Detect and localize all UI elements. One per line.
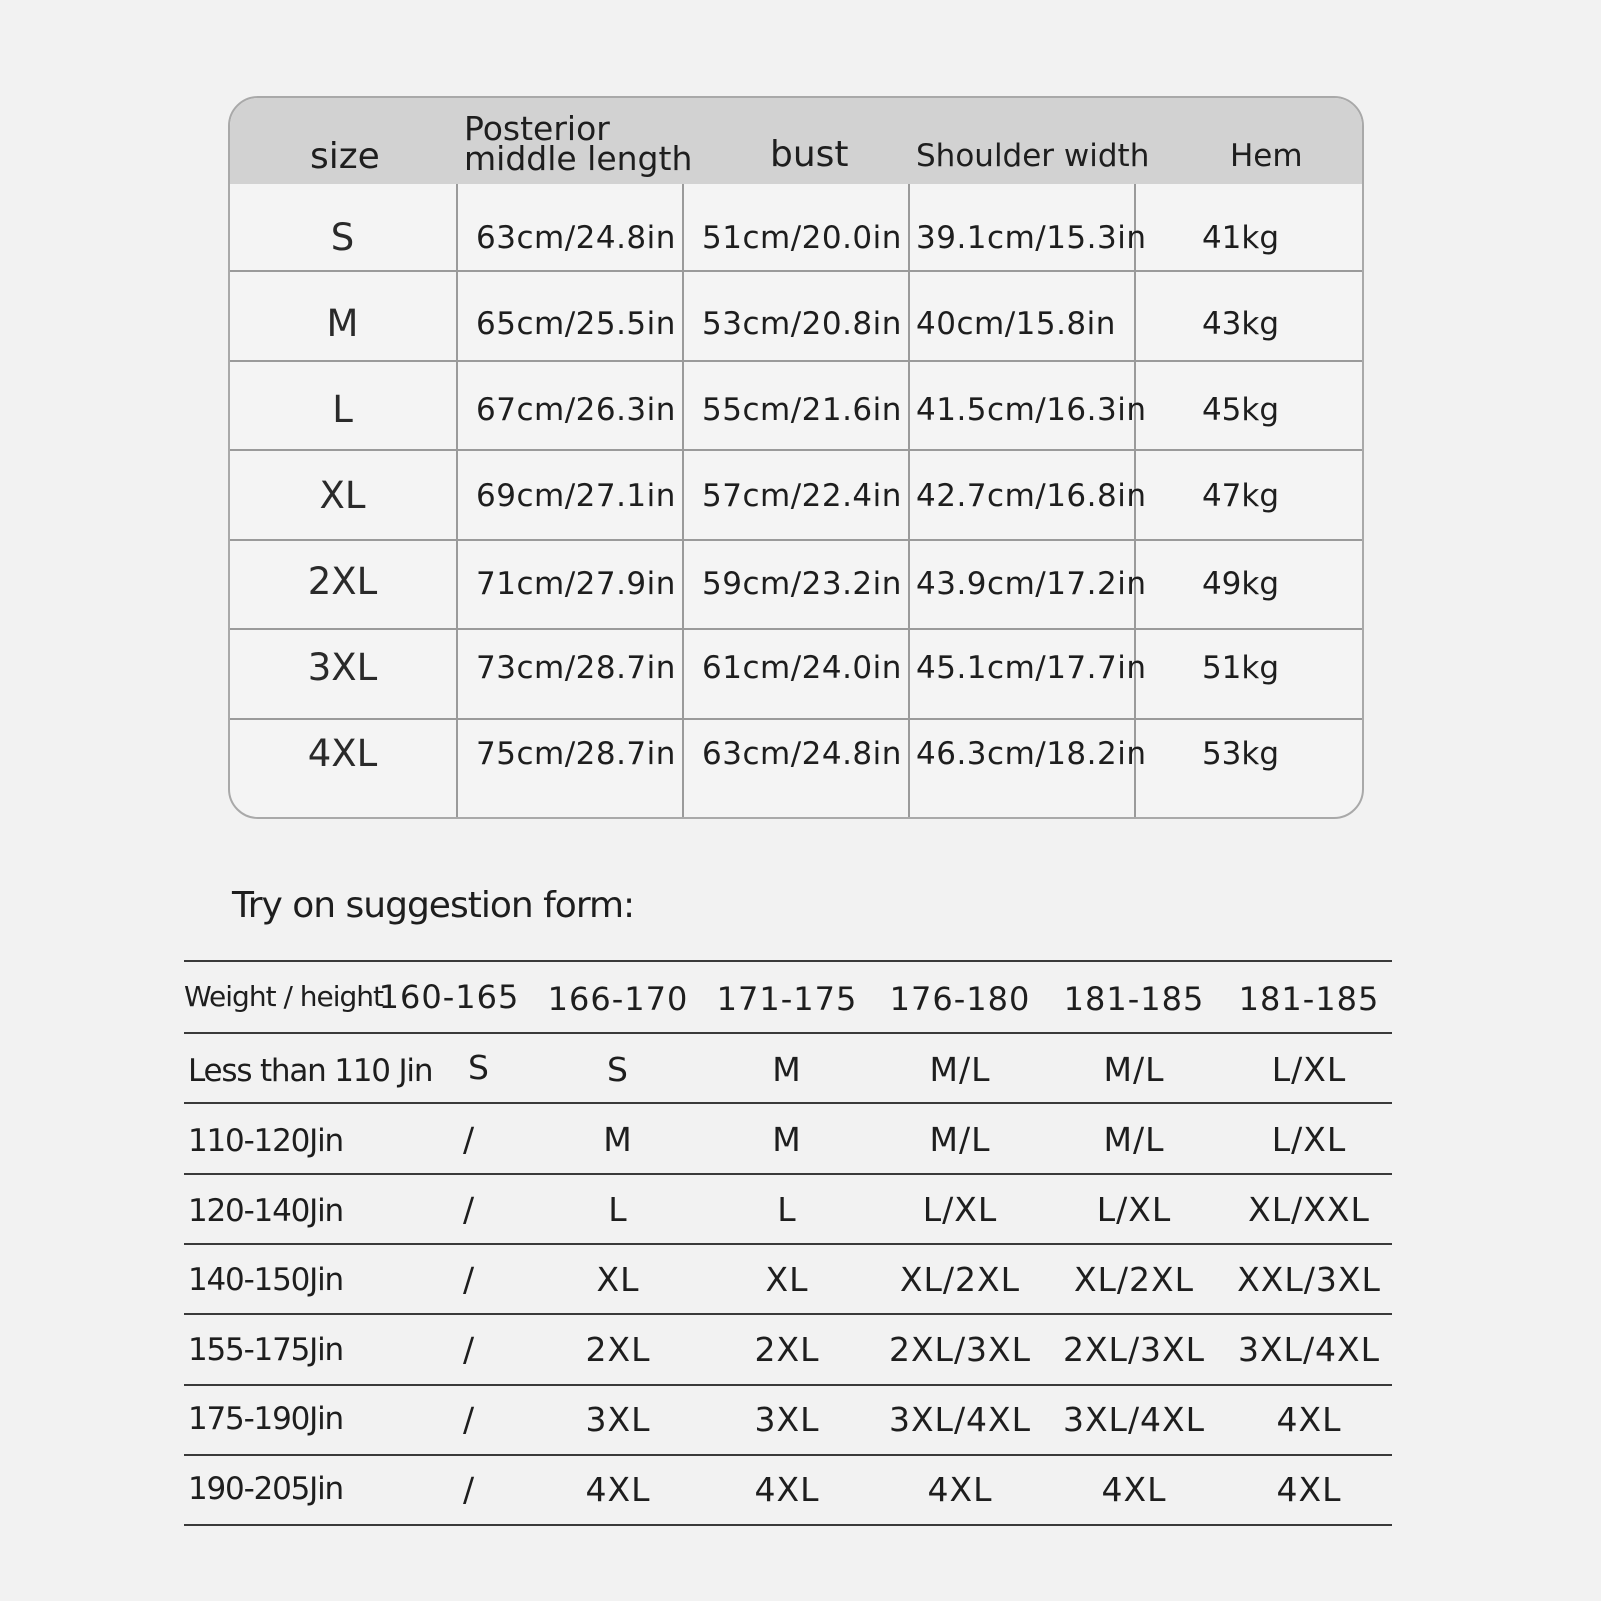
bust-cell: 63cm/24.8in (702, 736, 902, 772)
suggestion-cell: 2XL/3XL (888, 1330, 1032, 1369)
suggestion-cell: 2XL (585, 1330, 651, 1369)
weight-label: 175-190Jin (188, 1401, 343, 1437)
suggestion-cell: L/XL (922, 1190, 998, 1229)
grid-hline (230, 449, 1362, 451)
header-hem: Hem (1230, 138, 1303, 174)
bust-cell: 51cm/20.0in (702, 220, 902, 256)
suggestion-cell: 2XL (754, 1330, 820, 1369)
suggestion-cell: L (608, 1190, 628, 1229)
grid-hline (230, 270, 1362, 272)
suggestion-cell: L/XL (1271, 1120, 1347, 1159)
shoulder-cell: 45.1cm/17.7in (916, 650, 1147, 686)
suggestion-cell: 3XL (585, 1400, 651, 1439)
suggestion-cell: S (468, 1048, 490, 1087)
shoulder-cell: 43.9cm/17.2in (916, 566, 1147, 602)
weight-label: 140-150Jin (188, 1262, 343, 1298)
table-rule (184, 1313, 1392, 1315)
size-cell: 3XL (307, 646, 378, 689)
header-posterior-middle-length (464, 109, 693, 178)
weight-label: Less than 110 Jin (188, 1053, 433, 1089)
suggestion-cell: / (462, 1260, 476, 1299)
suggestion-cell: L/XL (1096, 1190, 1172, 1229)
suggestion-cell: 3XL/4XL (1237, 1330, 1381, 1369)
suggestion-cell: XL/XXL (1248, 1190, 1370, 1229)
weight-height-label: Weight / height (184, 980, 384, 1013)
length-cell: 67cm/26.3in (476, 392, 676, 428)
table-rule (184, 1102, 1392, 1104)
suggestion-cell: XXL/3XL (1237, 1260, 1381, 1299)
suggestion-cell: XL (596, 1260, 640, 1299)
suggestion-cell: M/L (929, 1050, 991, 1089)
table-rule (184, 1454, 1392, 1456)
suggestion-cell: M/L (1103, 1120, 1165, 1159)
height-header: 181-185 (1063, 980, 1205, 1018)
length-cell: 63cm/24.8in (476, 220, 676, 256)
shoulder-cell: 42.7cm/16.8in (916, 478, 1147, 514)
suggestion-cell: / (462, 1190, 476, 1229)
grid-hline (230, 628, 1362, 630)
size-cell: 2XL (307, 560, 378, 603)
weight-label: 110-120Jin (188, 1123, 343, 1159)
size-cell: L (332, 388, 353, 431)
bust-cell: 55cm/21.6in (702, 392, 902, 428)
suggestion-cell: S (607, 1050, 629, 1089)
length-cell: 65cm/25.5in (476, 306, 676, 342)
hem-cell: 49kg (1201, 566, 1280, 602)
height-header: 160-165 (378, 978, 520, 1016)
grid-hline (230, 718, 1362, 720)
suggestion-cell: 4XL (1276, 1470, 1342, 1509)
hem-cell: 41kg (1201, 220, 1280, 256)
suggestion-cell: XL/2XL (1073, 1260, 1195, 1299)
weight-label: 120-140Jin (188, 1193, 343, 1229)
grid-vline (682, 184, 684, 817)
hem-cell: 51kg (1201, 650, 1280, 686)
height-header: 181-185 (1238, 980, 1380, 1018)
suggestion-cell: M (772, 1120, 802, 1159)
weight-label: 190-205Jin (188, 1471, 343, 1507)
hem-cell: 47kg (1201, 478, 1280, 514)
table-rule (184, 1173, 1392, 1175)
bust-cell: 57cm/22.4in (702, 478, 902, 514)
header-length-line2: middle length (464, 139, 693, 178)
height-header: 176-180 (889, 980, 1031, 1018)
hem-cell: 45kg (1201, 392, 1280, 428)
shoulder-cell: 46.3cm/18.2in (916, 736, 1147, 772)
suggestion-cell: / (462, 1330, 476, 1369)
length-cell: 69cm/27.1in (476, 478, 676, 514)
table-rule (184, 1243, 1392, 1245)
size-cell: M (326, 302, 359, 345)
suggestion-cell: 4XL (927, 1470, 993, 1509)
bust-cell: 53cm/20.8in (702, 306, 902, 342)
size-chart-table (228, 96, 1364, 819)
height-header: 171-175 (716, 980, 858, 1018)
suggestion-cell: XL/2XL (899, 1260, 1021, 1299)
suggestion-cell: 4XL (585, 1470, 651, 1509)
suggestion-cell: / (462, 1400, 476, 1439)
suggestion-cell: 4XL (1101, 1470, 1167, 1509)
suggestion-cell: 3XL (754, 1400, 820, 1439)
suggestion-cell: 3XL/4XL (888, 1400, 1032, 1439)
grid-vline (456, 184, 458, 817)
size-cell: S (330, 216, 355, 259)
suggestion-title: Try on suggestion form: (232, 885, 635, 926)
grid-vline (908, 184, 910, 817)
suggestion-cell: L/XL (1271, 1050, 1347, 1089)
grid-hline (230, 539, 1362, 541)
length-cell: 75cm/28.7in (476, 736, 676, 772)
suggestion-cell: M/L (1103, 1050, 1165, 1089)
height-header: 166-170 (547, 980, 689, 1018)
suggestion-cell: 3XL/4XL (1062, 1400, 1206, 1439)
bust-cell: 59cm/23.2in (702, 566, 902, 602)
length-cell: 73cm/28.7in (476, 650, 676, 686)
table-rule (184, 1032, 1392, 1034)
suggestion-cell: / (462, 1470, 476, 1509)
table-rule (184, 1384, 1392, 1386)
shoulder-cell: 40cm/15.8in (916, 306, 1116, 342)
hem-cell: 43kg (1201, 306, 1280, 342)
suggestion-cell: XL (765, 1260, 809, 1299)
hem-cell: 53kg (1201, 736, 1280, 772)
table-rule (184, 960, 1392, 962)
suggestion-cell: / (462, 1120, 476, 1159)
suggestion-cell: M (772, 1050, 802, 1089)
suggestion-cell: 4XL (1276, 1400, 1342, 1439)
suggestion-cell: L (777, 1190, 797, 1229)
suggestion-cell: 4XL (754, 1470, 820, 1509)
table-rule (184, 1524, 1392, 1526)
suggestion-cell: M (603, 1120, 633, 1159)
bust-cell: 61cm/24.0in (702, 650, 902, 686)
size-cell: 4XL (307, 732, 378, 775)
weight-label: 155-175Jin (188, 1332, 343, 1368)
suggestion-cell: 2XL/3XL (1062, 1330, 1206, 1369)
length-cell: 71cm/27.9in (476, 566, 676, 602)
header-size: size (310, 136, 380, 177)
shoulder-cell: 41.5cm/16.3in (916, 392, 1147, 428)
shoulder-cell: 39.1cm/15.3in (916, 220, 1147, 256)
suggestion-table (184, 960, 1392, 1527)
header-length-line1: Posterior (464, 109, 610, 148)
suggestion-cell: M/L (929, 1120, 991, 1159)
header-bust: bust (770, 134, 849, 175)
grid-hline (230, 360, 1362, 362)
size-cell: XL (319, 474, 366, 517)
header-shoulder-width: Shoulder width (916, 138, 1150, 174)
